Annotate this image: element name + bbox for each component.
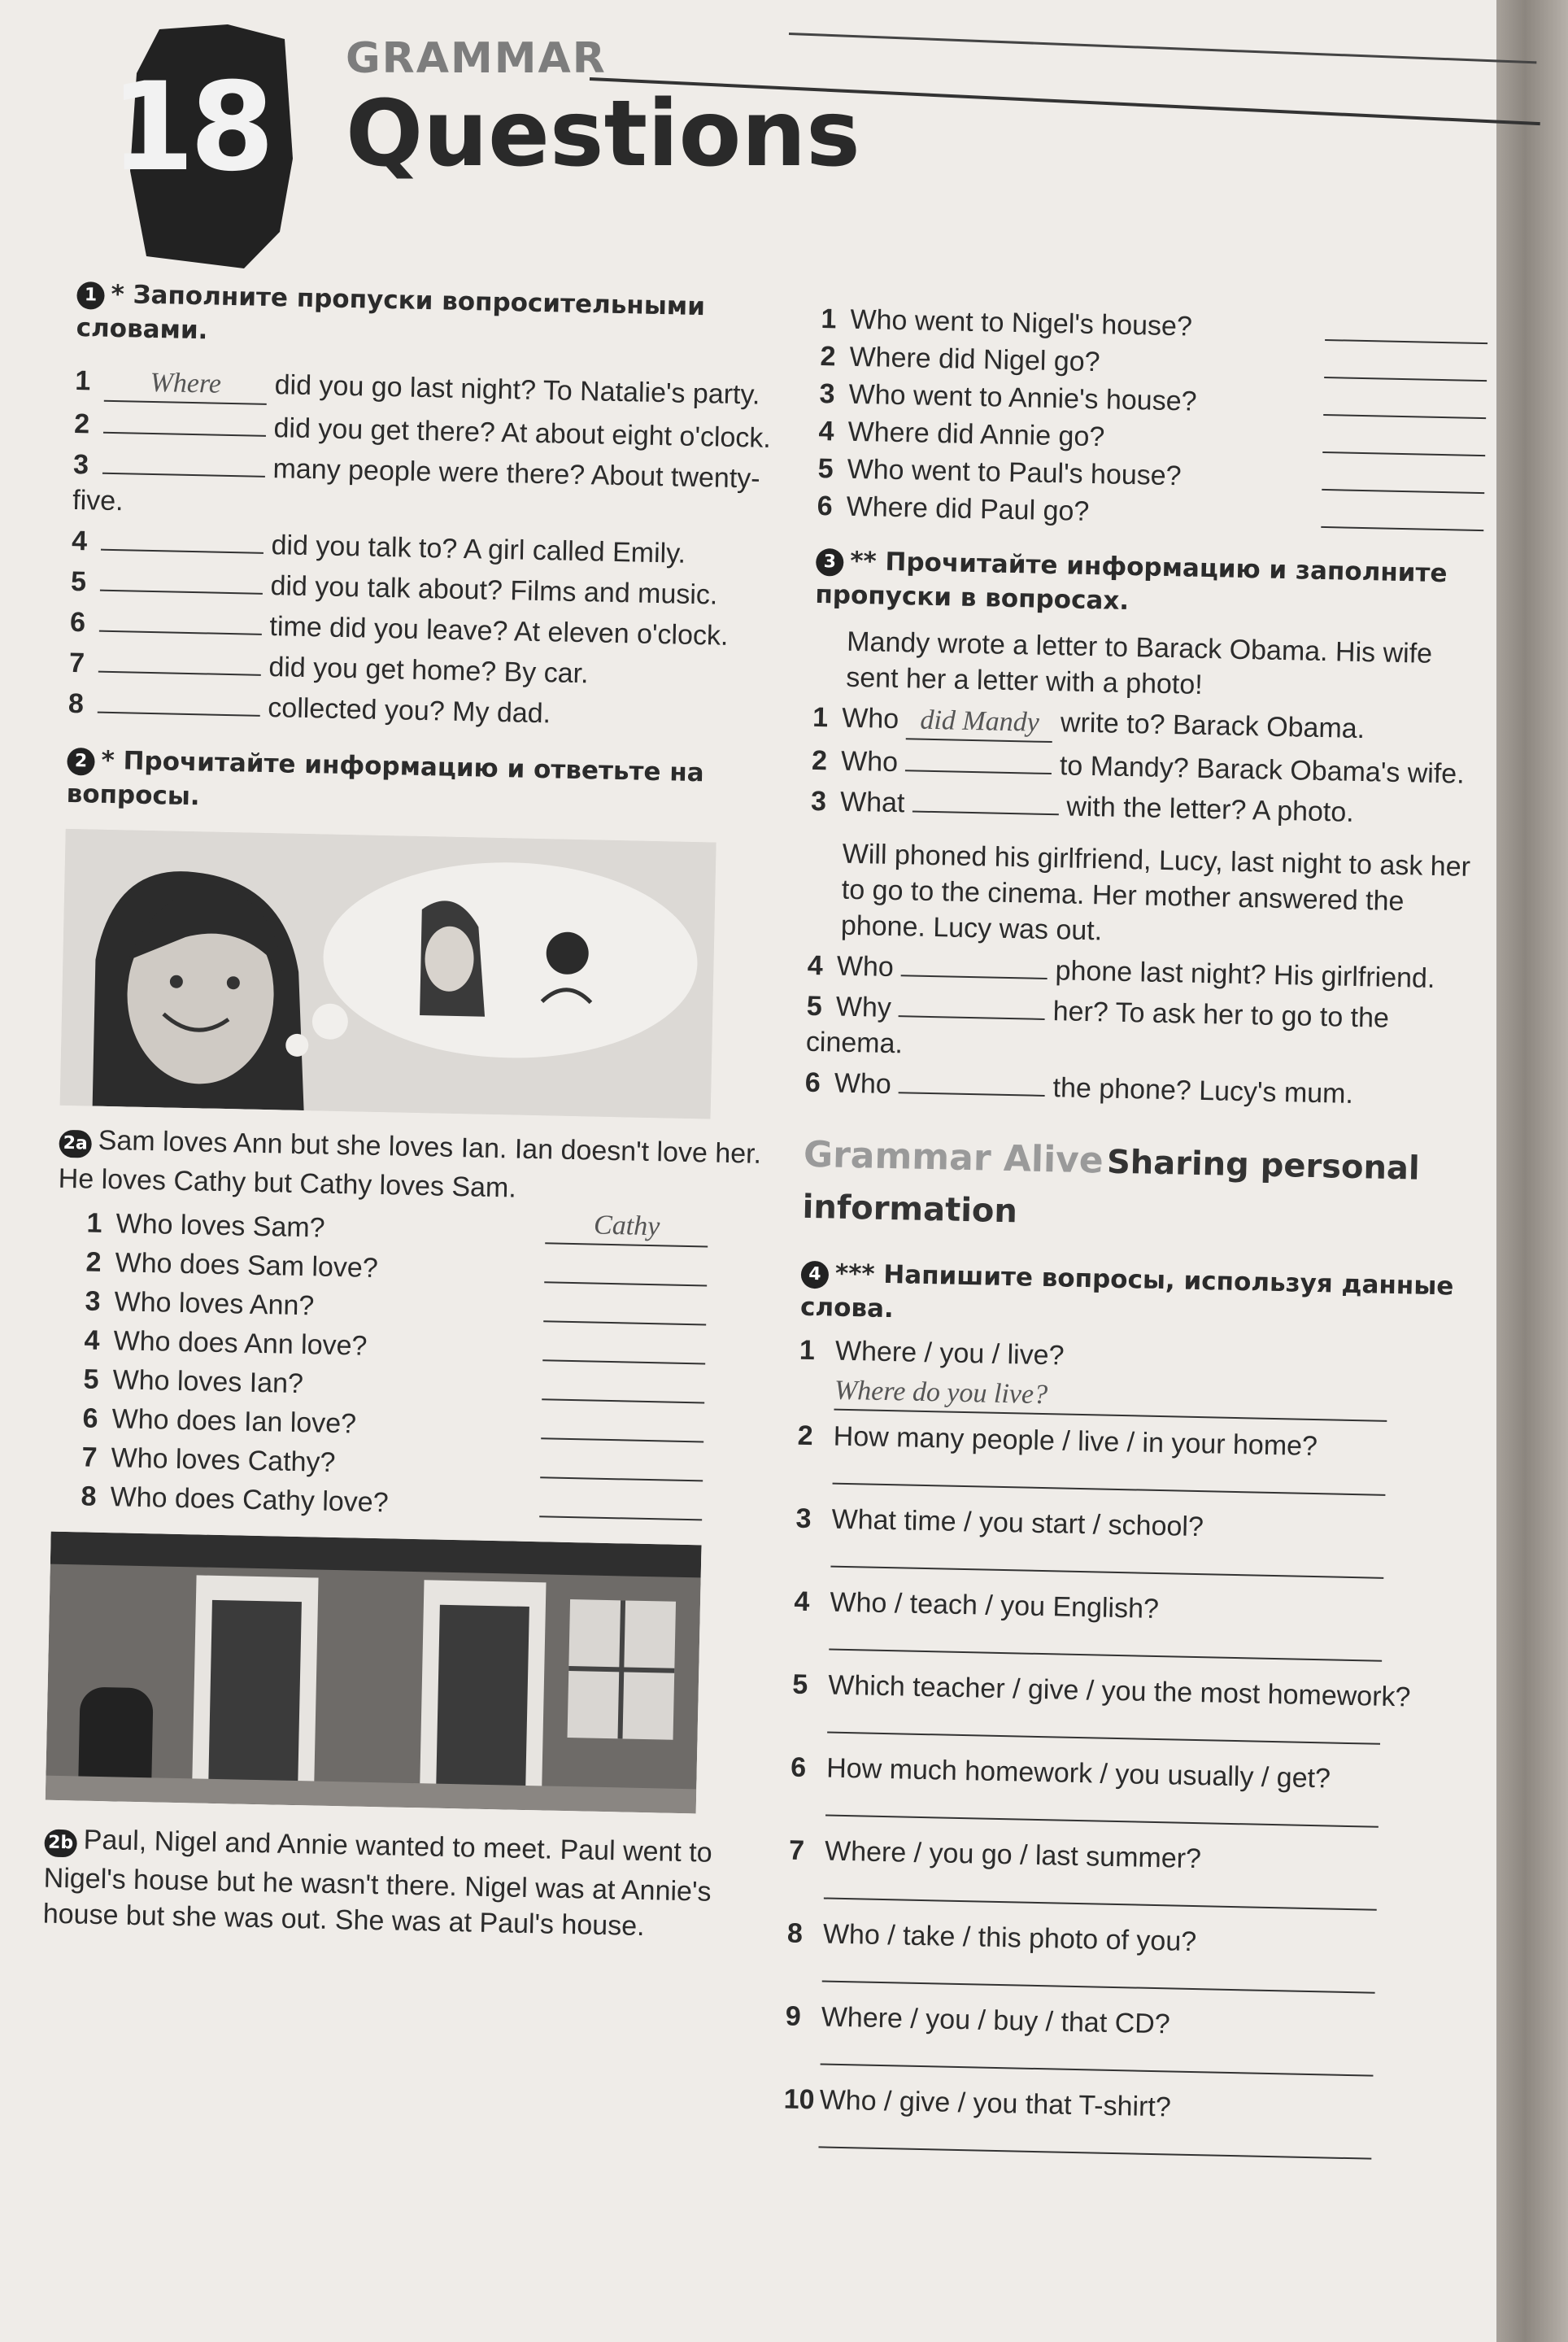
answer-blank[interactable]: Where do you live?: [834, 1373, 1387, 1422]
answer-blank[interactable]: [829, 1649, 1382, 1662]
ex3-text2: Will phoned his girlfriend, Lucy, last night to ask her to go to the cinema. Her mother answered the phone. Lucy was out.: [840, 838, 1471, 947]
ex4-item: [788, 1833, 1457, 1921]
ex2a-list: [51, 1205, 708, 1528]
item-number: 1: [86, 1207, 102, 1239]
ex2a-number: 2a: [59, 1130, 92, 1158]
question-word: What: [839, 786, 905, 819]
item-number: 2: [73, 408, 90, 440]
ex4-number: 4: [801, 1260, 830, 1289]
item-number: 6: [790, 1751, 807, 1783]
ex4-item: [796, 1418, 1465, 1507]
item-number: 4: [84, 1324, 100, 1356]
item-text: write to? Barack Obama.: [1060, 707, 1365, 745]
answer-blank[interactable]: [541, 1437, 703, 1442]
answer-blank[interactable]: Where: [104, 364, 268, 405]
answer-blank[interactable]: [100, 590, 263, 595]
item-number: 6: [804, 1066, 821, 1099]
answer-blank[interactable]: [1322, 451, 1485, 456]
illustration-houses: [46, 1532, 702, 1814]
item-number: 8: [81, 1481, 97, 1512]
illustration-thought-bubble: [60, 829, 716, 1119]
doorways-illustration: [46, 1532, 702, 1814]
answer-line-wrap: [784, 2038, 1452, 2087]
ex1-number: 1: [76, 281, 105, 309]
page-title: Questions: [346, 81, 860, 187]
item-number: 3: [72, 448, 89, 481]
ex4-list: [782, 1332, 1466, 2170]
item-number: 5: [806, 990, 823, 1023]
prompt-text: Who / teach / you English?: [830, 1586, 1160, 1625]
answer-line-wrap: [795, 1540, 1462, 1590]
ex3-list-2: [804, 948, 1474, 1114]
answer-blank[interactable]: [899, 1015, 1045, 1020]
answer-line-wrap: [790, 1789, 1457, 1838]
ex3-item: [812, 700, 1480, 752]
answer-blank[interactable]: [540, 1476, 703, 1481]
grammar-alive-topic: Sharing personal information: [802, 1143, 1421, 1231]
ex2b-list: [817, 301, 1488, 538]
item-text: did you get there? At about eight o'clock.: [273, 412, 772, 454]
answer-blank[interactable]: [901, 975, 1048, 979]
question-text: Who loves Ann?: [114, 1286, 315, 1322]
ex2-number: 2: [67, 747, 95, 775]
answer-blank[interactable]: [98, 671, 261, 676]
answer-blank[interactable]: [818, 2146, 1371, 2159]
question-text: Who loves Sam?: [115, 1208, 325, 1244]
question-text: Who does Ian love?: [111, 1403, 357, 1440]
answer-blank[interactable]: [827, 1732, 1380, 1745]
ex4-item: [798, 1332, 1466, 1424]
ex2b-text: [42, 1821, 777, 1947]
item-number: 3: [85, 1285, 101, 1317]
ex4-item: [795, 1501, 1463, 1590]
item-number: 9: [785, 2000, 802, 2032]
item-number: 5: [83, 1363, 99, 1395]
left-column: [42, 277, 808, 1947]
item-number: 1: [812, 701, 829, 734]
answer-blank[interactable]: [1322, 489, 1484, 494]
answer-blank[interactable]: [1324, 377, 1487, 382]
answer-blank[interactable]: [822, 1980, 1375, 1993]
item-number: 3: [810, 785, 827, 818]
prompt-text: What time / you start / school?: [831, 1503, 1204, 1543]
answer-blank[interactable]: [833, 1483, 1386, 1496]
ex3-item: [811, 783, 1479, 833]
question-text: Who loves Ian?: [112, 1364, 304, 1400]
ex2b-text-body: Paul, Nigel and Annie wanted to meet. Paul went to Nigel's house but he wasn't there. Nigel was at Annie's house but she was out. She was at Paul's house.: [42, 1824, 713, 1943]
item-number: 8: [68, 687, 85, 720]
section-label: GRAMMAR: [346, 34, 607, 83]
item-text: the phone? Lucy's mum.: [1052, 1072, 1354, 1110]
answer-blank[interactable]: did Mandy: [906, 702, 1053, 743]
answer-blank[interactable]: [98, 712, 260, 717]
item-text: did you go last night? To Natalie's party.: [274, 369, 760, 411]
item-number: 1: [799, 1334, 816, 1367]
question-text: Where did Paul go?: [846, 491, 1090, 527]
unit-number: 18: [110, 57, 270, 198]
answer-line-wrap: [788, 1872, 1456, 1921]
answer-line-wrap: [798, 1372, 1466, 1424]
item-text: with the letter? A photo.: [1065, 791, 1355, 828]
ex4-item: [782, 2082, 1451, 2170]
item-text: to Mandy? Barack Obama's wife.: [1059, 750, 1466, 790]
item-number: 7: [788, 1834, 805, 1866]
prompt-text: How much homework / you usually / get?: [825, 1752, 1331, 1795]
item-text: phone last night? His girlfriend.: [1055, 955, 1435, 994]
prompt-text: How many people / live / in your home?: [833, 1420, 1318, 1463]
ex1-list: [68, 363, 808, 737]
answer-blank[interactable]: [1323, 414, 1486, 419]
item-number: 4: [794, 1585, 810, 1618]
answer-blank[interactable]: [543, 1320, 706, 1325]
ex2a-text-body: Sam loves Ann but she loves Ian. Ian doesn't love her. He loves Cathy but Cathy loves Sam.: [58, 1124, 762, 1204]
answer-blank[interactable]: [542, 1398, 704, 1403]
answer-line-wrap: [793, 1623, 1461, 1673]
ex3-item: [804, 1065, 1472, 1114]
book-spine: [1496, 0, 1568, 2342]
ex4-item: [786, 1916, 1455, 2004]
item-number: 1: [821, 303, 837, 335]
ex3-instruction-text: ** Прочитайте информацию и заполните пропуски в вопросах.: [815, 546, 1448, 616]
ex4-instruction: [800, 1256, 1469, 1338]
ex4-instruction-text: *** Напишите вопросы, используя данные слова.: [799, 1258, 1454, 1324]
answer-blank[interactable]: Cathy: [545, 1206, 708, 1247]
item-number: 6: [69, 606, 86, 639]
item-number: 4: [818, 415, 834, 447]
question-word: Who: [834, 1067, 892, 1101]
item-number: 4: [71, 525, 88, 557]
item-number: 3: [795, 1502, 812, 1535]
prompt-text: Where / you / buy / that CD?: [821, 2001, 1171, 2040]
ex3-item: [805, 988, 1474, 1074]
ex3-number: 3: [816, 547, 844, 576]
answer-blank[interactable]: [899, 1092, 1045, 1097]
question-text: Where did Annie go?: [847, 416, 1105, 453]
item-number: 8: [786, 1917, 804, 1949]
ex3-list-1: [811, 700, 1480, 833]
item-number: 10: [783, 2083, 815, 2116]
ex1-item: [72, 447, 806, 534]
ex4-item: [793, 1584, 1461, 1673]
question-text: Who does Sam love?: [115, 1247, 379, 1284]
question-word: Why: [835, 991, 892, 1023]
ex2-instruction: [66, 743, 799, 826]
answer-blank[interactable]: [1325, 339, 1487, 344]
right-column: [782, 301, 1488, 2178]
prompt-text: Who / take / this photo of you?: [822, 1918, 1197, 1958]
question-text: Who went to Annie's house?: [848, 378, 1197, 417]
item-number: 3: [819, 377, 835, 410]
item-number: 5: [817, 452, 834, 485]
ex2b-number: 2b: [44, 1830, 77, 1858]
item-number: 5: [791, 1668, 808, 1701]
item-number: 2: [811, 744, 828, 777]
question-text: Who loves Cathy?: [111, 1442, 336, 1478]
item-number: 2: [820, 340, 836, 373]
question-word: Who: [836, 950, 895, 983]
ex1-instruction: [76, 277, 809, 360]
ex3-instruction: [815, 543, 1483, 626]
answer-blank[interactable]: [912, 810, 1059, 815]
answer-blank[interactable]: [539, 1516, 702, 1520]
answer-line-wrap: [796, 1457, 1464, 1507]
ex2a-text: [58, 1122, 791, 1212]
question-word: Who: [840, 745, 899, 778]
answer-line-wrap: [791, 1706, 1459, 1755]
item-number: 7: [68, 647, 85, 679]
question-text: Who went to Paul's house?: [847, 453, 1182, 492]
answer-blank[interactable]: [544, 1281, 707, 1286]
item-number: 6: [817, 490, 834, 522]
answer-blank[interactable]: [103, 432, 266, 437]
ex2-instruction-text: * Прочитайте информацию и ответьте на вопросы.: [66, 745, 704, 812]
question-word: Who: [841, 702, 899, 735]
ex3-text1: Mandy wrote a letter to Barack Obama. His wife sent her a letter with a photo!: [845, 626, 1433, 700]
answer-blank[interactable]: [1321, 526, 1483, 531]
item-text: did you get home? By car.: [268, 652, 589, 690]
question-text: Where did Nigel go?: [849, 341, 1100, 378]
prompt-text: Who / give / you that T-shirt?: [819, 2084, 1172, 2123]
prompt-text: Where / you / live?: [834, 1335, 1065, 1372]
question-text: Who does Cathy love?: [110, 1481, 389, 1519]
item-number: 2: [797, 1420, 814, 1452]
item-number: 6: [82, 1402, 98, 1434]
item-number: 5: [70, 565, 87, 598]
item-text: collected you? My dad.: [268, 692, 551, 730]
item-text: many people were there? About twenty-five.: [72, 453, 760, 517]
answer-blank[interactable]: [99, 630, 262, 635]
answer-blank[interactable]: [905, 770, 1052, 774]
answer-blank[interactable]: [101, 549, 264, 554]
item-text: her? To ask her to go to the cinema.: [805, 996, 1390, 1060]
prompt-text: Which teacher / give / you the most homework?: [827, 1669, 1411, 1713]
prompt-text: Where / you go / last summer?: [824, 1835, 1202, 1875]
item-text: time did you leave? At eleven o'clock.: [269, 611, 729, 652]
ex4-item: [790, 1750, 1458, 1838]
answer-blank[interactable]: [825, 1815, 1379, 1828]
ex4-item: [791, 1667, 1460, 1755]
question-text: Who does Ann love?: [113, 1325, 368, 1362]
item-number: 7: [81, 1441, 98, 1473]
answer-blank[interactable]: [824, 1897, 1377, 1910]
item-number: 1: [74, 364, 91, 397]
answer-line-wrap: [782, 2121, 1450, 2170]
girl-dreaming-illustration: [60, 829, 716, 1119]
grammar-alive-heading: [802, 1133, 1470, 1250]
grammar-alive-label: Grammar Alive: [803, 1133, 1104, 1182]
item-number: 4: [807, 949, 824, 982]
ex1-instruction-text: * Заполните пропуски вопросительными словами.: [76, 279, 706, 346]
item-text: did you talk to? A girl called Emily.: [271, 530, 686, 569]
answer-blank[interactable]: [542, 1359, 705, 1364]
item-text: did you talk about? Films and music.: [270, 570, 718, 611]
ex4-item: [784, 1999, 1453, 2087]
answer-blank[interactable]: [102, 473, 265, 478]
answer-blank[interactable]: [830, 1566, 1383, 1579]
item-number: 2: [85, 1246, 102, 1278]
answer-blank[interactable]: [821, 2063, 1374, 2076]
question-text: Who went to Nigel's house?: [850, 303, 1193, 342]
answer-line-wrap: [786, 1955, 1454, 2004]
